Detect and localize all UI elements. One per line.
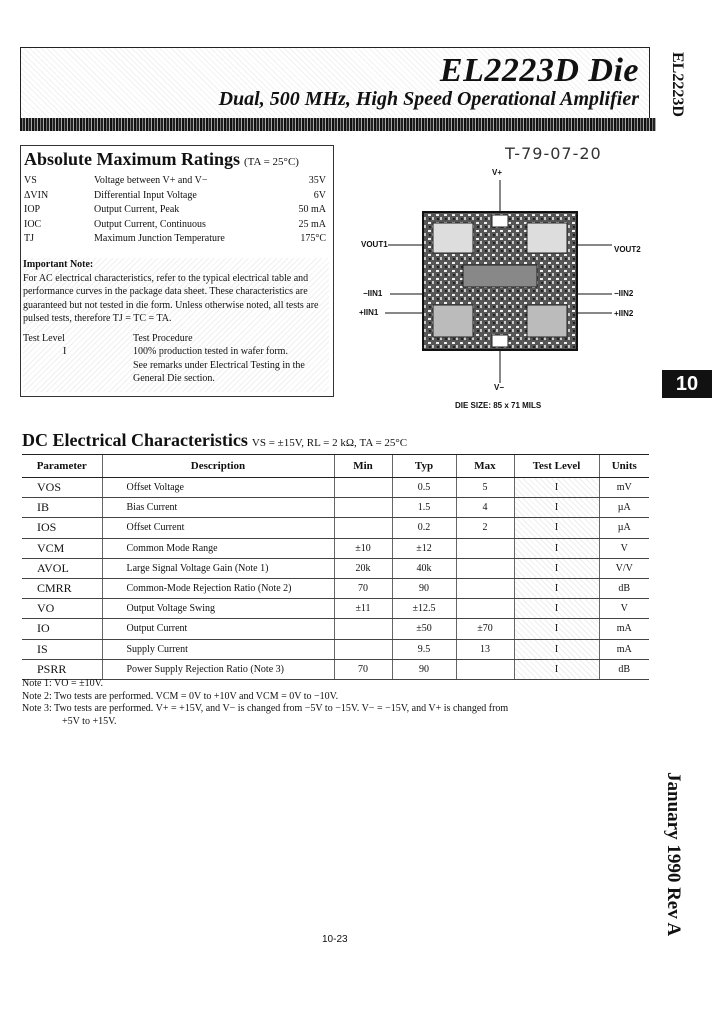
pin-vout1-label: VOUT1 xyxy=(361,240,388,249)
test-procedure-header: Test Procedure xyxy=(133,332,193,344)
table-header-row xyxy=(22,455,649,478)
col-header: Units xyxy=(599,455,649,478)
dc-characteristics-heading xyxy=(22,430,407,451)
col-header: Typ xyxy=(392,455,456,478)
note-3-continued: +5V to +15V. xyxy=(62,715,117,727)
table-row: PSRR Power Supply Rejection Ratio (Note 3) 70 90 I dB xyxy=(22,659,649,679)
table-row: VCM Common Mode Range ±10 ±12 I V xyxy=(22,538,649,558)
die-size-label: DIE SIZE: 85 x 71 MILS xyxy=(455,401,542,410)
document-subtitle: Dual, 500 MHz, High Speed Operational Amplifier xyxy=(218,88,639,110)
important-note-box xyxy=(23,258,329,392)
test-level-header: Test Level xyxy=(23,332,65,344)
pin-in1-minus-label: −IIN1 xyxy=(363,289,383,298)
die-layout-diagram xyxy=(355,165,655,415)
pin-vout2-label: VOUT2 xyxy=(614,245,641,254)
abs-max-row: TJ Maximum Junction Temperature 175°C xyxy=(24,233,326,244)
table-row: VO Output Voltage Swing ±11 ±12.5 I V xyxy=(22,599,649,619)
dc-title: DC Electrical Characteristics xyxy=(22,430,248,450)
table-row: AVOL Large Signal Voltage Gain (Note 1) 20k 40k I V/V xyxy=(22,558,649,578)
test-level-header-row xyxy=(23,332,329,346)
important-note-title: Important Note: xyxy=(23,259,94,270)
die-photo xyxy=(355,165,655,415)
table-row: IOS Offset Current 0.2 2 I µA xyxy=(22,518,649,538)
page-number: 10-23 xyxy=(322,934,348,945)
note-1: Note 1: VO = ±10V. xyxy=(22,678,104,689)
important-note-body: For AC electrical characteristics, refer to the typical electrical table and performance curves in the package data sheet. These characteristics are guaranteed but not tested in die form. Unless otherwise noted, all tests are pulsed tests, therefore TJ = TC = TA. xyxy=(23,272,319,324)
handwritten-annotation: T-79-07-20 xyxy=(505,144,602,163)
col-header: Test Level xyxy=(514,455,599,478)
pin-in1-plus-label: +IIN1 xyxy=(359,308,379,317)
pin-vplus-label: V+ xyxy=(492,168,503,177)
decorative-band xyxy=(20,118,656,131)
dc-characteristics-table xyxy=(22,454,649,680)
abs-max-row: ΔVIN Differential Input Voltage 6V xyxy=(24,189,326,201)
note-2: Note 2: Two tests are performed. VCM = 0V to +10V and VCM = 0V to −10V. xyxy=(22,690,339,702)
abs-max-row: VS Voltage between V+ and V− 35V xyxy=(24,175,326,186)
part-number-title: EL2223D Die xyxy=(439,52,639,89)
test-procedure-line-2: See remarks under Electrical Testing in the General Die section. xyxy=(133,359,305,384)
table-notes xyxy=(22,678,652,728)
table-row: VOS Offset Voltage 0.5 5 I mV xyxy=(22,478,649,498)
abs-max-condition: (TA = 25°C) xyxy=(244,156,299,168)
side-part-number: EL2223D xyxy=(669,52,686,117)
pin-in2-minus-label: −IIN2 xyxy=(614,289,634,298)
col-header: Description xyxy=(102,455,334,478)
table-row: CMRR Common-Mode Rejection Ratio (Note 2) 70 90 I dB xyxy=(22,578,649,598)
abs-max-title: Absolute Maximum Ratings xyxy=(24,149,241,169)
section-tab: 10 xyxy=(662,370,712,398)
abs-max-row: IOP Output Current, Peak 50 mA xyxy=(24,204,326,215)
test-procedure-line-1: 100% production tested in wafer form. xyxy=(133,346,288,357)
pin-in2-plus-label: +IIN2 xyxy=(614,309,634,318)
note-3: Note 3: Two tests are performed. V+ = +15V, and V− is changed from −5V to −15V. V− = −15V, and V+ is changed from xyxy=(22,703,509,714)
side-date-revision: January 1990 Rev A xyxy=(663,772,684,937)
title-banner xyxy=(20,47,650,119)
table-row: IB Bias Current 1.5 4 I µA xyxy=(22,498,649,518)
table-row: IO Output Current ±50 ±70 I mA xyxy=(22,619,649,639)
absolute-max-ratings-box xyxy=(20,145,334,397)
pin-vminus-label: V− xyxy=(494,383,505,392)
dc-condition: VS = ±15V, RL = 2 kΩ, TA = 25°C xyxy=(251,437,408,449)
abs-max-table xyxy=(24,174,326,247)
col-header: Parameter xyxy=(22,455,102,478)
col-header: Max xyxy=(456,455,514,478)
col-header: Min xyxy=(334,455,392,478)
table-row: IS Supply Current 9.5 13 I mA xyxy=(22,639,649,659)
abs-max-row: IOC Output Current, Continuous 25 mA xyxy=(24,218,326,230)
test-level-value: I xyxy=(63,346,67,357)
test-level-row xyxy=(23,345,329,359)
